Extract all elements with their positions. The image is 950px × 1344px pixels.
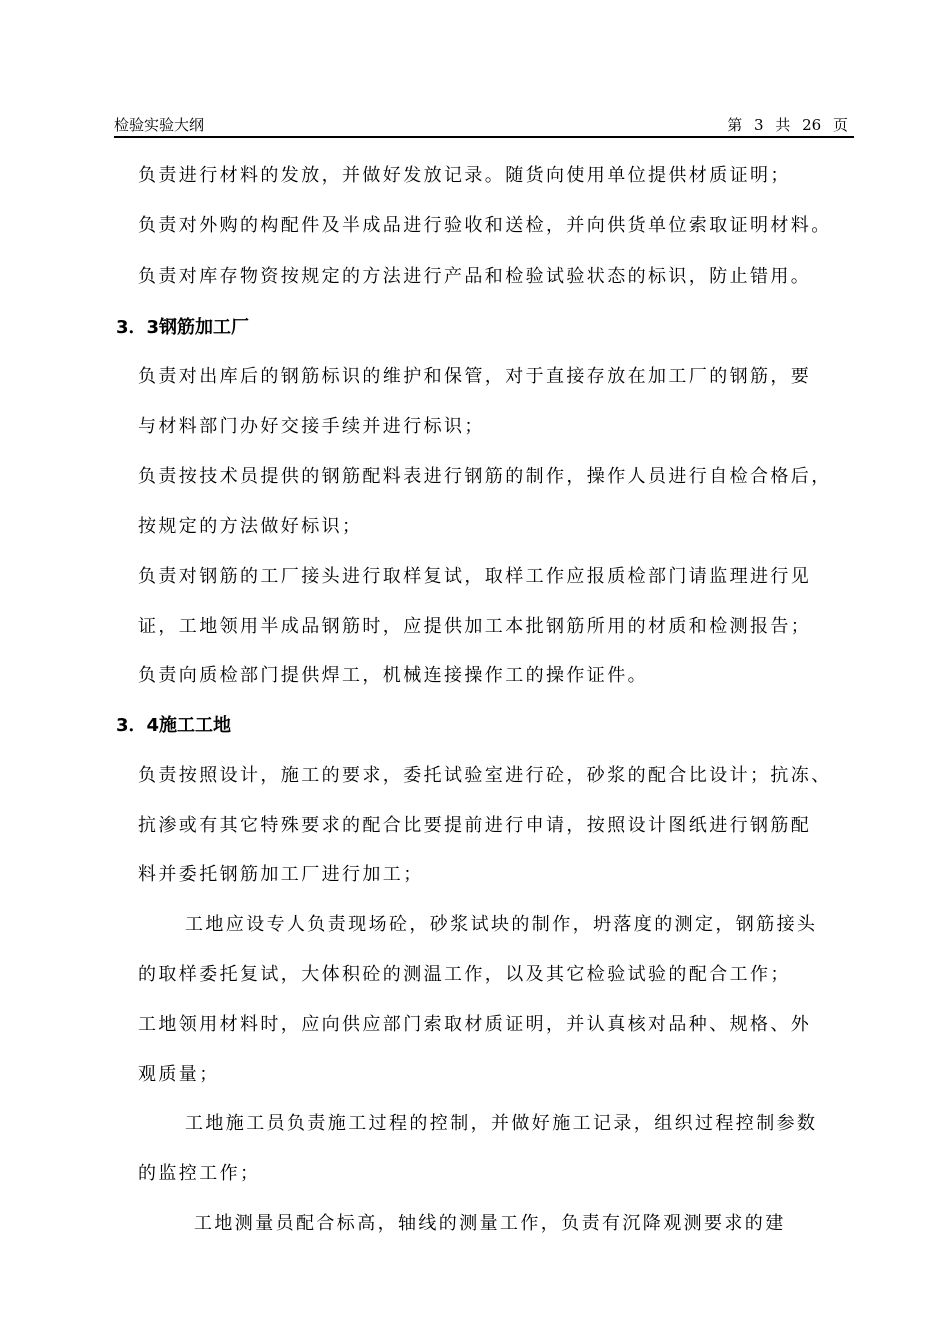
body-line: 负责进行材料的发放，并做好发放记录。随货向使用单位提供材质证明； <box>138 165 791 186</box>
body-line: 证，工地领用半成品钢筋时，应提供加工本批钢筋所用的材质和检测报告； <box>138 616 812 637</box>
body-line: 料并委托钢筋加工厂进行加工； <box>138 864 424 885</box>
body-line: 观质量； <box>138 1064 220 1085</box>
body-line: 工地施工员负责施工过程的控制，并做好施工记录，组织过程控制参数 <box>185 1113 818 1134</box>
body-line: 的取样委托复试，大体积砼的测温工作，以及其它检验试验的配合工作； <box>138 964 791 985</box>
body-line: 负责对出库后的钢筋标识的维护和保管，对于直接存放在加工厂的钢筋，要 <box>138 366 812 387</box>
page-number <box>727 114 848 135</box>
section-heading: 3．3钢筋加工厂 <box>116 317 250 338</box>
body-line: 负责对外购的构配件及半成品进行验收和送检，并向供货单位索取证明材料。 <box>138 215 832 236</box>
body-line: 按规定的方法做好标识； <box>138 516 363 537</box>
page-total: 26 <box>802 116 822 134</box>
body-line: 负责向质检部门提供焊工，机械连接操作工的操作证件。 <box>138 665 648 686</box>
body-line: 负责对钢筋的工厂接头进行取样复试，取样工作应报质检部门请监理进行见 <box>138 566 812 587</box>
body-line: 负责按照设计，施工的要求，委托试验室进行砼，砂浆的配合比设计；抗冻、 <box>138 765 832 786</box>
body-line: 负责对库存物资按规定的方法进行产品和检验试验状态的标识，防止错用。 <box>138 266 812 287</box>
body-line: 与材料部门办好交接手续并进行标识； <box>138 416 485 437</box>
body-line: 工地应设专人负责现场砼，砂浆试块的制作，坍落度的测定，钢筋接头 <box>185 914 818 935</box>
page-header <box>114 110 854 138</box>
page-mid: 共 <box>775 116 791 134</box>
body-line: 负责按技术员提供的钢筋配料表进行钢筋的制作，操作人员进行自检合格后， <box>138 466 832 487</box>
body-line: 抗渗或有其它特殊要求的配合比要提前进行申请，按照设计图纸进行钢筋配 <box>138 815 812 836</box>
document-title: 检验实验大纲 <box>114 116 205 134</box>
page-current: 3 <box>753 116 764 134</box>
body-line: 工地测量员配合标高，轴线的测量工作，负责有沉降观测要求的建 <box>194 1213 786 1234</box>
body-line: 的监控工作； <box>138 1163 261 1184</box>
page-prefix: 第 <box>727 116 743 134</box>
body-line: 工地领用材料时，应向供应部门索取材质证明，并认真核对品种、规格、外 <box>138 1014 812 1035</box>
page-suffix: 页 <box>832 116 848 134</box>
section-heading: 3．4施工工地 <box>116 715 232 736</box>
